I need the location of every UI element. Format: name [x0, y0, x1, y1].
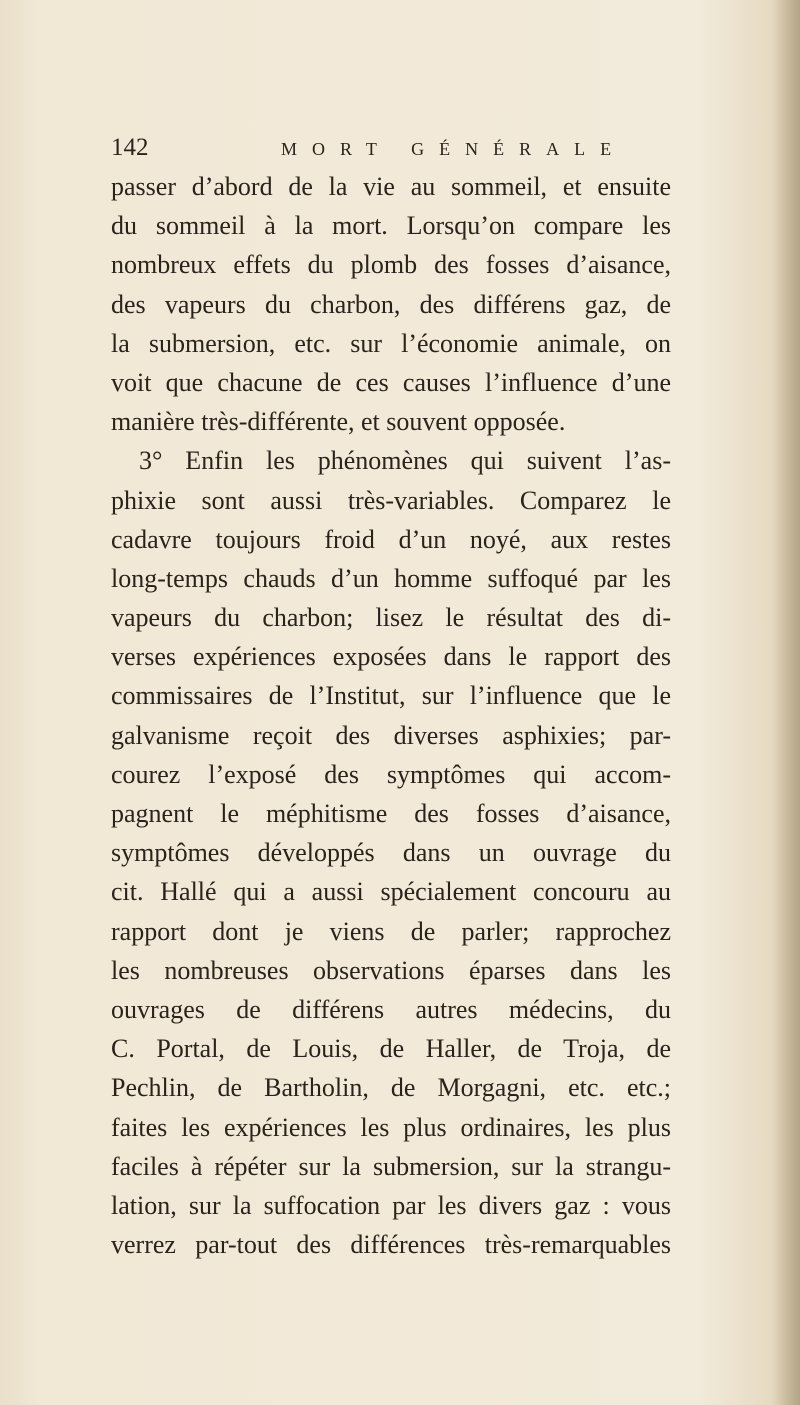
text-line: courez l’exposé des symptômes qui accom- [111, 759, 671, 789]
text-line: 3° Enfin les phénomènes qui suivent l’as- [139, 446, 671, 476]
text-line: lation, sur la suffocation par les divers gaz : vous [111, 1190, 671, 1220]
text-line: phixie sont aussi très-variables. Comparez le [111, 485, 671, 515]
text-line: Pechlin, de Bartholin, de Morgagni, etc. etc.; [111, 1073, 671, 1103]
text-line: commissaires de l’Institut, sur l’influence que le [111, 681, 671, 711]
text-line: verses expériences exposées dans le rapport des [111, 642, 671, 672]
text-line: du sommeil à la mort. Lorsqu’on compare les [111, 211, 671, 241]
text-line: rapport dont je viens de parler; rapprochez [111, 916, 671, 946]
text-line: nombreux effets du plomb des fosses d’aisance, [111, 250, 671, 280]
text-line: ouvrages de différens autres médecins, du [111, 994, 671, 1024]
text-line: des vapeurs du charbon, des différens gaz, de [111, 289, 671, 319]
text-line: les nombreuses observations éparses dans les [111, 955, 671, 985]
body-text [111, 167, 671, 1264]
page-number: 142 [111, 134, 149, 161]
text-line: passer d’abord de la vie au sommeil, et ensuite [111, 172, 671, 201]
text-line: C. Portal, de Louis, de Haller, de Troja, de [111, 1034, 671, 1064]
page-header [111, 133, 671, 167]
text-line: manière très-différente, et souvent opposée. [111, 407, 566, 437]
text-line: vapeurs du charbon; lisez le résultat des di- [111, 603, 671, 633]
running-title: MORT GÉNÉRALE [281, 139, 627, 159]
text-line: faciles à répéter sur la submersion, sur la strangu- [111, 1151, 671, 1181]
text-line: verrez par-tout des différences très-remarquables [111, 1230, 671, 1260]
text-line: la submersion, etc. sur l’économie animale, on [111, 328, 671, 358]
text-line: cit. Hallé qui a aussi spécialement concouru au [111, 877, 671, 907]
text-line: cadavre toujours froid d’un noyé, aux restes [111, 524, 671, 554]
text-line: galvanisme reçoit des diverses asphixies; par- [111, 720, 671, 750]
text-line: long-temps chauds d’un homme suffoqué par les [111, 563, 671, 593]
text-line: symptômes développés dans un ouvrage du [111, 838, 671, 868]
text-line: faites les expériences les plus ordinaires, les plus [111, 1112, 671, 1142]
page-edge-shadow [774, 0, 800, 1405]
text-line: pagnent le méphitisme des fosses d’aisance, [111, 799, 671, 828]
text-line: voit que chacune de ces causes l’influence d’une [111, 367, 671, 397]
